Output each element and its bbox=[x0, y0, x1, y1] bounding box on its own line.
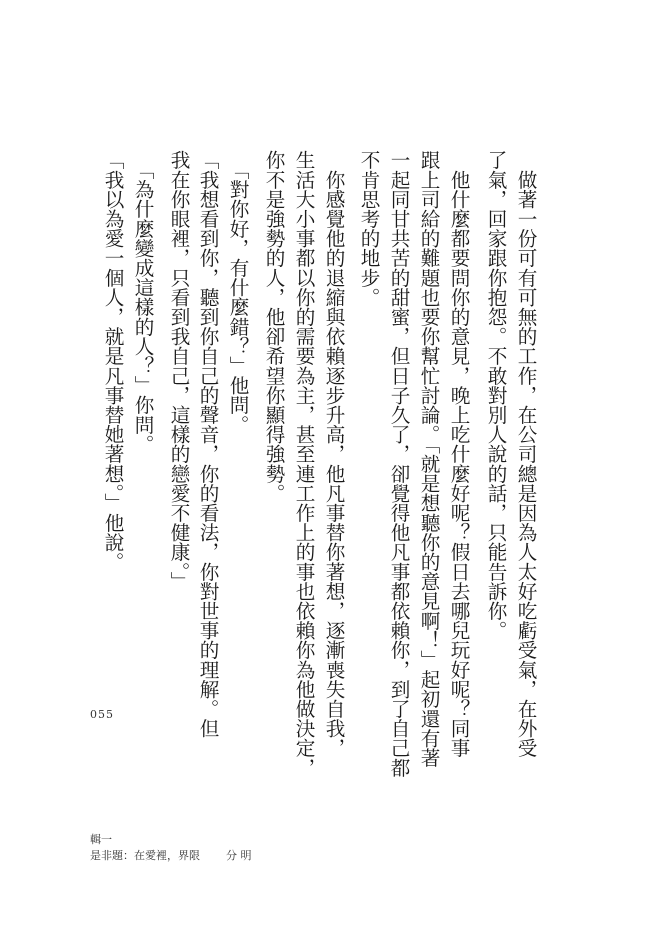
text-column-9: 你不是強勢的人，他卻希望你顯得強勢。 bbox=[262, 150, 285, 503]
chapter-label: 輯一 bbox=[90, 833, 112, 846]
running-footer bbox=[90, 832, 252, 864]
text-column-12: 我在你眼裡，只看到我自己，這樣的戀愛不健康。」 bbox=[167, 150, 190, 591]
page-number: 055 bbox=[90, 708, 114, 721]
text-column-11: 「我想看到你，聽到你自己的聲音，你的看法，你對世事的理解。但 bbox=[196, 150, 219, 738]
text-column-6: 不肯思考的地步。 bbox=[357, 150, 380, 307]
book-title-end: 分 明 bbox=[226, 849, 252, 862]
book-title: 是非題：在愛裡，界限 bbox=[90, 849, 200, 862]
text-column-10: 「對你好，有什麼錯？」他問。 bbox=[226, 150, 249, 435]
text-column-14: 「我以為愛一個人，就是凡事替她著想。」他說。 bbox=[101, 150, 124, 572]
text-column-3: 他什麼都要問你的意見，晚上吃什麼好呢？假日去哪兒玩好呢？同事 bbox=[447, 150, 470, 758]
book-title-line bbox=[90, 848, 252, 864]
text-column-8: 生活大小事都以你的需要為主，甚至連工作上的事也依賴你為他做決定， bbox=[292, 150, 315, 778]
text-column-5: 一起同甘共苦的甜蜜，但日子久了，卻覺得他凡事都依賴你，到了自己都 bbox=[387, 150, 410, 778]
text-column-1: 做著一份可有可無的工作，在公司總是因為人太好吃虧受氣，在外受 bbox=[514, 150, 537, 758]
text-column-4: 跟上司給的難題也要你幫忙討論。「就是想聽你的意見啊！」起初還有著 bbox=[417, 150, 440, 768]
text-column-13: 「為什麼變成這樣的人？」你問。 bbox=[131, 150, 154, 454]
text-column-7: 你感覺他的退縮與依賴逐步升高，他凡事替你著想，逐漸喪失自我， bbox=[322, 150, 345, 758]
text-column-2: 了氣，回家跟你抱怨。不敢對別人說的話，只能告訴你。 bbox=[484, 150, 507, 640]
